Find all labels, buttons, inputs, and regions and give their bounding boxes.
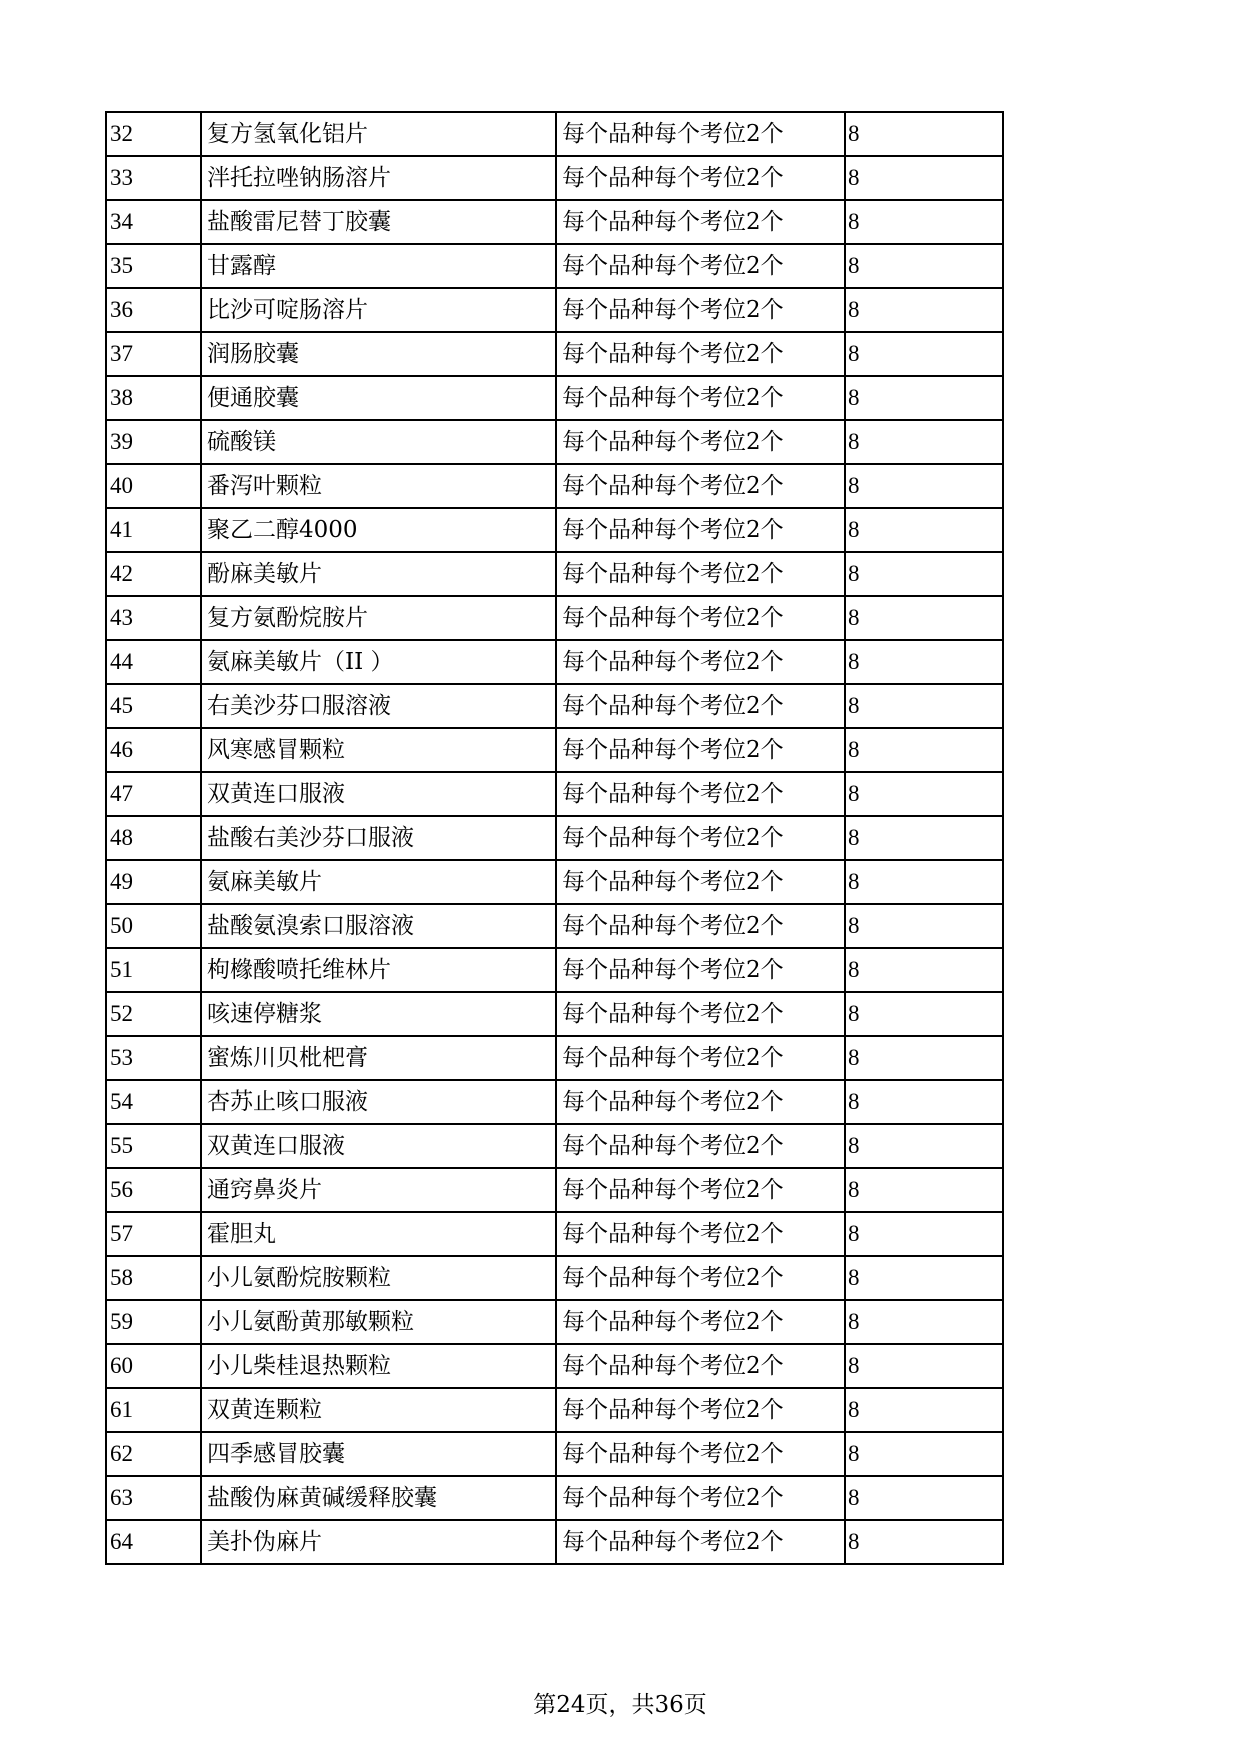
drug-name-cell: 甘露醇 bbox=[201, 244, 556, 288]
row-number-cell: 39 bbox=[106, 420, 201, 464]
row-number-cell: 48 bbox=[106, 816, 201, 860]
quantity-cell: 8 bbox=[845, 156, 1003, 200]
quantity-rule-cell: 每个品种每个考位2个 bbox=[556, 1212, 845, 1256]
table-row bbox=[106, 244, 1003, 288]
drug-name-cell: 右美沙芬口服溶液 bbox=[201, 684, 556, 728]
table-row bbox=[106, 508, 1003, 552]
quantity-cell: 8 bbox=[845, 904, 1003, 948]
quantity-cell: 8 bbox=[845, 1080, 1003, 1124]
row-number-cell: 59 bbox=[106, 1300, 201, 1344]
quantity-rule-cell: 每个品种每个考位2个 bbox=[556, 244, 845, 288]
quantity-rule-cell: 每个品种每个考位2个 bbox=[556, 508, 845, 552]
quantity-cell: 8 bbox=[845, 1432, 1003, 1476]
row-number-cell: 55 bbox=[106, 1124, 201, 1168]
table-row bbox=[106, 1388, 1003, 1432]
drug-name-cell: 盐酸氨溴索口服溶液 bbox=[201, 904, 556, 948]
row-number-cell: 54 bbox=[106, 1080, 201, 1124]
table-row bbox=[106, 728, 1003, 772]
table-row bbox=[106, 684, 1003, 728]
drug-name-cell: 比沙可啶肠溶片 bbox=[201, 288, 556, 332]
row-number-cell: 58 bbox=[106, 1256, 201, 1300]
quantity-cell: 8 bbox=[845, 860, 1003, 904]
table-row bbox=[106, 1036, 1003, 1080]
table-row bbox=[106, 420, 1003, 464]
quantity-cell: 8 bbox=[845, 112, 1003, 156]
quantity-cell: 8 bbox=[845, 464, 1003, 508]
quantity-cell: 8 bbox=[845, 288, 1003, 332]
row-number-cell: 46 bbox=[106, 728, 201, 772]
quantity-cell: 8 bbox=[845, 420, 1003, 464]
quantity-cell: 8 bbox=[845, 1212, 1003, 1256]
table-row bbox=[106, 860, 1003, 904]
quantity-cell: 8 bbox=[845, 1520, 1003, 1564]
table-row bbox=[106, 1476, 1003, 1520]
quantity-rule-cell: 每个品种每个考位2个 bbox=[556, 860, 845, 904]
quantity-rule-cell: 每个品种每个考位2个 bbox=[556, 1432, 845, 1476]
drug-name-cell: 四季感冒胶囊 bbox=[201, 1432, 556, 1476]
row-number-cell: 52 bbox=[106, 992, 201, 1036]
table-row bbox=[106, 816, 1003, 860]
quantity-rule-cell: 每个品种每个考位2个 bbox=[556, 1036, 845, 1080]
table-row bbox=[106, 992, 1003, 1036]
drug-name-cell: 双黄连口服液 bbox=[201, 1124, 556, 1168]
quantity-cell: 8 bbox=[845, 992, 1003, 1036]
row-number-cell: 32 bbox=[106, 112, 201, 156]
drug-name-cell: 咳速停糖浆 bbox=[201, 992, 556, 1036]
table-row bbox=[106, 1300, 1003, 1344]
quantity-rule-cell: 每个品种每个考位2个 bbox=[556, 992, 845, 1036]
table-row bbox=[106, 1432, 1003, 1476]
quantity-rule-cell: 每个品种每个考位2个 bbox=[556, 156, 845, 200]
quantity-cell: 8 bbox=[845, 332, 1003, 376]
drug-name-cell: 酚麻美敏片 bbox=[201, 552, 556, 596]
quantity-rule-cell: 每个品种每个考位2个 bbox=[556, 464, 845, 508]
quantity-cell: 8 bbox=[845, 772, 1003, 816]
drug-name-cell: 双黄连口服液 bbox=[201, 772, 556, 816]
row-number-cell: 45 bbox=[106, 684, 201, 728]
row-number-cell: 38 bbox=[106, 376, 201, 420]
row-number-cell: 56 bbox=[106, 1168, 201, 1212]
table-row bbox=[106, 948, 1003, 992]
table-row bbox=[106, 464, 1003, 508]
quantity-rule-cell: 每个品种每个考位2个 bbox=[556, 1476, 845, 1520]
row-number-cell: 60 bbox=[106, 1344, 201, 1388]
quantity-rule-cell: 每个品种每个考位2个 bbox=[556, 288, 845, 332]
row-number-cell: 47 bbox=[106, 772, 201, 816]
row-number-cell: 62 bbox=[106, 1432, 201, 1476]
table-row bbox=[106, 1212, 1003, 1256]
quantity-rule-cell: 每个品种每个考位2个 bbox=[556, 948, 845, 992]
page-number: 第24页，共36页 bbox=[533, 1692, 707, 1718]
drug-name-cell: 聚乙二醇4000 bbox=[201, 508, 556, 552]
quantity-rule-cell: 每个品种每个考位2个 bbox=[556, 596, 845, 640]
quantity-cell: 8 bbox=[845, 244, 1003, 288]
quantity-cell: 8 bbox=[845, 728, 1003, 772]
quantity-rule-cell: 每个品种每个考位2个 bbox=[556, 200, 845, 244]
table-row bbox=[106, 332, 1003, 376]
drug-name-cell: 小儿氨酚烷胺颗粒 bbox=[201, 1256, 556, 1300]
quantity-rule-cell: 每个品种每个考位2个 bbox=[556, 1344, 845, 1388]
row-number-cell: 37 bbox=[106, 332, 201, 376]
quantity-cell: 8 bbox=[845, 640, 1003, 684]
drug-name-cell: 双黄连颗粒 bbox=[201, 1388, 556, 1432]
drug-name-cell: 盐酸伪麻黄碱缓释胶囊 bbox=[201, 1476, 556, 1520]
table-row bbox=[106, 596, 1003, 640]
drug-name-cell: 盐酸雷尼替丁胶囊 bbox=[201, 200, 556, 244]
drug-name-cell: 硫酸镁 bbox=[201, 420, 556, 464]
row-number-cell: 57 bbox=[106, 1212, 201, 1256]
quantity-cell: 8 bbox=[845, 684, 1003, 728]
quantity-rule-cell: 每个品种每个考位2个 bbox=[556, 772, 845, 816]
quantity-rule-cell: 每个品种每个考位2个 bbox=[556, 640, 845, 684]
quantity-cell: 8 bbox=[845, 1036, 1003, 1080]
row-number-cell: 64 bbox=[106, 1520, 201, 1564]
quantity-cell: 8 bbox=[845, 1388, 1003, 1432]
table-row bbox=[106, 1344, 1003, 1388]
drug-name-cell: 润肠胶囊 bbox=[201, 332, 556, 376]
quantity-cell: 8 bbox=[845, 596, 1003, 640]
quantity-rule-cell: 每个品种每个考位2个 bbox=[556, 904, 845, 948]
table-row bbox=[106, 1168, 1003, 1212]
drug-name-cell: 复方氢氧化铝片 bbox=[201, 112, 556, 156]
row-number-cell: 40 bbox=[106, 464, 201, 508]
row-number-cell: 51 bbox=[106, 948, 201, 992]
quantity-cell: 8 bbox=[845, 948, 1003, 992]
row-number-cell: 53 bbox=[106, 1036, 201, 1080]
quantity-rule-cell: 每个品种每个考位2个 bbox=[556, 1520, 845, 1564]
drug-name-cell: 霍胆丸 bbox=[201, 1212, 556, 1256]
table-row bbox=[106, 376, 1003, 420]
quantity-cell: 8 bbox=[845, 1168, 1003, 1212]
table-row bbox=[106, 1256, 1003, 1300]
quantity-rule-cell: 每个品种每个考位2个 bbox=[556, 1300, 845, 1344]
table-row bbox=[106, 112, 1003, 156]
quantity-rule-cell: 每个品种每个考位2个 bbox=[556, 1388, 845, 1432]
drug-name-cell: 番泻叶颗粒 bbox=[201, 464, 556, 508]
quantity-cell: 8 bbox=[845, 1124, 1003, 1168]
table-body bbox=[106, 112, 1003, 1564]
quantity-rule-cell: 每个品种每个考位2个 bbox=[556, 376, 845, 420]
drug-name-cell: 氨麻美敏片 bbox=[201, 860, 556, 904]
row-number-cell: 61 bbox=[106, 1388, 201, 1432]
drug-name-cell: 杏苏止咳口服液 bbox=[201, 1080, 556, 1124]
row-number-cell: 44 bbox=[106, 640, 201, 684]
table-row bbox=[106, 1520, 1003, 1564]
drug-name-cell: 小儿柴桂退热颗粒 bbox=[201, 1344, 556, 1388]
quantity-rule-cell: 每个品种每个考位2个 bbox=[556, 1124, 845, 1168]
drug-name-cell: 复方氨酚烷胺片 bbox=[201, 596, 556, 640]
drug-name-cell: 枸橼酸喷托维林片 bbox=[201, 948, 556, 992]
row-number-cell: 33 bbox=[106, 156, 201, 200]
quantity-cell: 8 bbox=[845, 1300, 1003, 1344]
quantity-rule-cell: 每个品种每个考位2个 bbox=[556, 332, 845, 376]
quantity-rule-cell: 每个品种每个考位2个 bbox=[556, 684, 845, 728]
drug-name-cell: 泮托拉唑钠肠溶片 bbox=[201, 156, 556, 200]
table-row bbox=[106, 1080, 1003, 1124]
drug-list-table bbox=[105, 111, 1004, 1565]
table-row bbox=[106, 200, 1003, 244]
quantity-cell: 8 bbox=[845, 1476, 1003, 1520]
quantity-rule-cell: 每个品种每个考位2个 bbox=[556, 1080, 845, 1124]
table-row bbox=[106, 156, 1003, 200]
quantity-rule-cell: 每个品种每个考位2个 bbox=[556, 552, 845, 596]
quantity-rule-cell: 每个品种每个考位2个 bbox=[556, 728, 845, 772]
quantity-cell: 8 bbox=[845, 1256, 1003, 1300]
quantity-cell: 8 bbox=[845, 376, 1003, 420]
row-number-cell: 35 bbox=[106, 244, 201, 288]
row-number-cell: 34 bbox=[106, 200, 201, 244]
drug-name-cell: 便通胶囊 bbox=[201, 376, 556, 420]
row-number-cell: 41 bbox=[106, 508, 201, 552]
drug-name-cell: 盐酸右美沙芬口服液 bbox=[201, 816, 556, 860]
table-row bbox=[106, 772, 1003, 816]
row-number-cell: 43 bbox=[106, 596, 201, 640]
quantity-cell: 8 bbox=[845, 816, 1003, 860]
table-row bbox=[106, 288, 1003, 332]
quantity-cell: 8 bbox=[845, 1344, 1003, 1388]
drug-name-cell: 氨麻美敏片（II ） bbox=[201, 640, 556, 684]
quantity-cell: 8 bbox=[845, 200, 1003, 244]
table-row bbox=[106, 904, 1003, 948]
row-number-cell: 50 bbox=[106, 904, 201, 948]
row-number-cell: 63 bbox=[106, 1476, 201, 1520]
table-row bbox=[106, 1124, 1003, 1168]
table-row bbox=[106, 640, 1003, 684]
table-row bbox=[106, 552, 1003, 596]
drug-name-cell: 小儿氨酚黄那敏颗粒 bbox=[201, 1300, 556, 1344]
row-number-cell: 42 bbox=[106, 552, 201, 596]
quantity-rule-cell: 每个品种每个考位2个 bbox=[556, 420, 845, 464]
quantity-rule-cell: 每个品种每个考位2个 bbox=[556, 816, 845, 860]
drug-name-cell: 通窍鼻炎片 bbox=[201, 1168, 556, 1212]
row-number-cell: 49 bbox=[106, 860, 201, 904]
quantity-rule-cell: 每个品种每个考位2个 bbox=[556, 112, 845, 156]
quantity-rule-cell: 每个品种每个考位2个 bbox=[556, 1168, 845, 1212]
drug-name-cell: 蜜炼川贝枇杷膏 bbox=[201, 1036, 556, 1080]
drug-name-cell: 美扑伪麻片 bbox=[201, 1520, 556, 1564]
quantity-cell: 8 bbox=[845, 508, 1003, 552]
quantity-cell: 8 bbox=[845, 552, 1003, 596]
drug-name-cell: 风寒感冒颗粒 bbox=[201, 728, 556, 772]
row-number-cell: 36 bbox=[106, 288, 201, 332]
quantity-rule-cell: 每个品种每个考位2个 bbox=[556, 1256, 845, 1300]
